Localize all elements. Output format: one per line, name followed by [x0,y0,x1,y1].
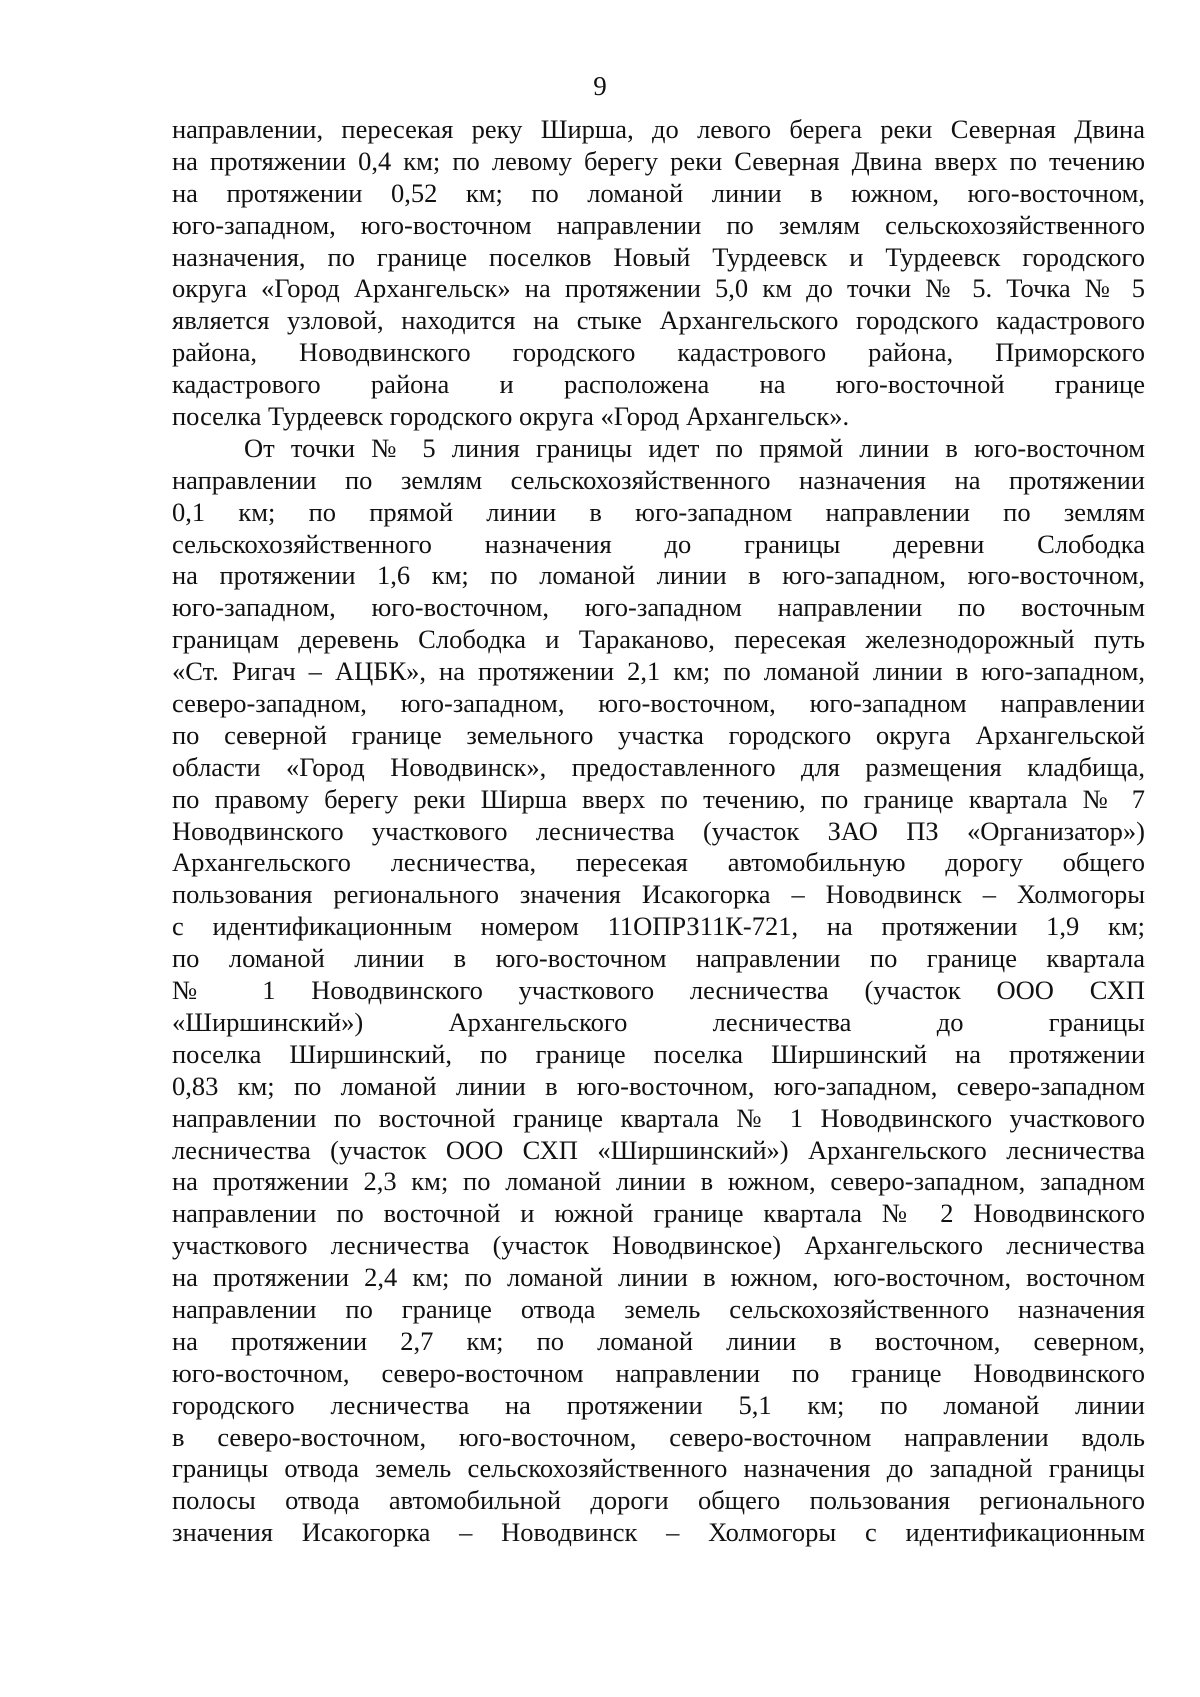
text-line: на протяжении 0,4 км; по левому берегу реки Северная Двина вверх по течению [172,145,1145,176]
paragraph [172,114,1145,433]
text-line: Архангельского лесничества, пересекая автомобильную дорогу общего [172,847,1145,878]
text-line: с идентификационным номером 11ОПРЗ11К-721, на протяжении 1,9 км; [172,911,1145,942]
text-line: «Ст. Ригач – АЦБК», на протяжении 2,1 км; по ломаной линии в юго-западном, [172,656,1145,687]
text-line: на протяжении 2,4 км; по ломаной линии в южном, юго-восточном, восточном [172,1262,1145,1293]
text-line: направлении, пересекая реку Ширша, до левого берега реки Северная Двина [172,114,1145,144]
text-line: сельскохозяйственного назначения до границы деревни Слободка [172,528,1145,559]
text-line: «Ширшинский») Архангельского лесничества до границы [172,1006,1145,1037]
text-line: направлении по восточной границе квартала № 1 Новодвинского участкового [172,1102,1145,1133]
text-line: поселка Турдеевск городского округа «Город Архангельск». [172,401,850,432]
text-line: Новодвинского участкового лесничества (участок ЗАО ПЗ «Организатор») [172,815,1145,846]
text-line: на протяжении 1,6 км; по ломаной линии в юго-западном, юго-восточном, [172,560,1145,591]
text-line: участкового лесничества (участок Новодвинское) Архангельского лесничества [172,1230,1145,1261]
text-line: границы отвода земель сельскохозяйственного назначения до западной границы [172,1453,1145,1484]
text-line: на протяжении 2,7 км; по ломаной линии в восточном, северном, [172,1325,1145,1356]
text-line: юго-западном, юго-восточном, юго-западном направлении по восточным [172,592,1145,623]
text-line: От точки № 5 линия границы идет по прямой линии в юго-восточном [244,432,1145,463]
text-line: лесничества (участок ООО СХП «Ширшинский») Архангельского лесничества [172,1134,1145,1165]
text-line: района, Новодвинского городского кадастрового района, Приморского [172,337,1145,368]
text-line: направлении по восточной и южной границе квартала № 2 Новодвинского [172,1198,1145,1229]
text-line: округа «Город Архангельск» на протяжении 5,0 км до точки № 5. Точка № 5 [172,273,1145,304]
text-line: 0,1 км; по прямой линии в юго-западном направлении по землям [172,496,1145,527]
text-line: северо-западном, юго-западном, юго-восточном, юго-западном направлении [172,688,1145,719]
text-line: в северо-восточном, юго-восточном, северо-восточном направлении вдоль [172,1421,1145,1452]
text-line: пользования регионального значения Исакогорка – Новодвинск – Холмогоры [172,879,1145,910]
text-line: области «Город Новодвинск», предоставленного для размещения кладбища, [172,751,1145,782]
text-line: по северной границе земельного участка городского округа Архангельской [172,719,1145,750]
text-line: на протяжении 0,52 км; по ломаной линии в южном, юго-восточном, [172,177,1145,208]
text-line: полосы отвода автомобильной дороги общего пользования регионального [172,1485,1145,1516]
document-body [172,114,1145,1549]
text-line: юго-западном, юго-восточном направлении по землям сельскохозяйственного [172,209,1145,240]
page-number: 9 [593,71,607,101]
text-line: назначения, по границе поселков Новый Турдеевск и Турдеевск городского [172,241,1145,272]
paragraph [172,433,1145,1549]
text-line: городского лесничества на протяжении 5,1 км; по ломаной линии [172,1389,1145,1420]
text-line: направлении по землям сельскохозяйственного назначения на протяжении [172,464,1145,495]
text-line: кадастрового района и расположена на юго-восточной границе [172,369,1145,400]
text-line: на протяжении 2,3 км; по ломаной линии в южном, северо-западном, западном [172,1166,1145,1197]
text-line: направлении по границе отвода земель сельскохозяйственного назначения [172,1293,1145,1324]
text-line: по ломаной линии в юго-восточном направлении по границе квартала [172,943,1145,974]
text-line: является узловой, находится на стыке Архангельского городского кадастрового [172,305,1145,336]
text-line: № 1 Новодвинского участкового лесничества (участок ООО СХП [172,975,1145,1006]
text-line: границам деревень Слободка и Тараканово, пересекая железнодорожный путь [172,624,1145,655]
text-line: юго-восточном, северо-восточном направлении по границе Новодвинского [172,1357,1145,1388]
text-line: по правому берегу реки Ширша вверх по течению, по границе квартала № 7 [172,783,1145,814]
text-line: поселка Ширшинский, по границе поселка Ширшинский на протяжении [172,1038,1145,1069]
text-line: 0,83 км; по ломаной линии в юго-восточном, юго-западном, северо-западном [172,1070,1145,1101]
text-line: значения Исакогорка – Новодвинск – Холмогоры с идентификационным [172,1517,1145,1548]
